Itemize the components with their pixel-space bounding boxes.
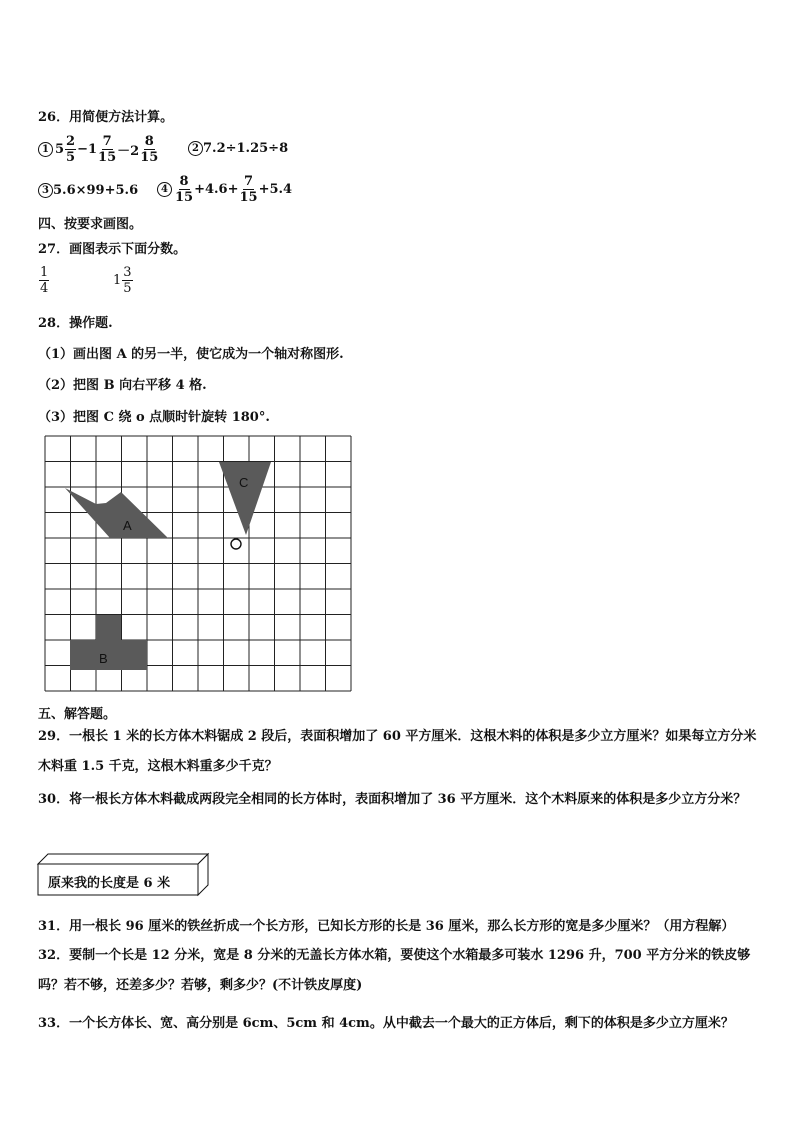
shape-b-label: B bbox=[99, 651, 108, 666]
fraction: $\frac{7}{15}$ bbox=[239, 174, 258, 205]
q28-title: 28．操作题. bbox=[38, 316, 113, 331]
fraction: $\frac{2}{5}$ bbox=[66, 134, 76, 165]
fraction: $\frac{3}{5}$ bbox=[123, 265, 132, 296]
q28-grid-figure bbox=[40, 430, 356, 702]
q27-fraction-a bbox=[38, 265, 50, 296]
q26-expr-2 bbox=[188, 141, 288, 156]
shape-c bbox=[219, 462, 271, 535]
q28-step-3: （3）把图 C 绕 o 点顺时针旋转 180°. bbox=[38, 410, 270, 425]
circled-number: 1 bbox=[38, 142, 53, 157]
section-heading: 四、按要求画图。 bbox=[38, 217, 143, 232]
q29-text: 29．一根长 1 米的长方体木料锯成 2 段后，表面积增加了 60 平方厘米．这根木料的体积是多少立方厘米？如果每立方分米木料重 1.5 千克，这根木料重多少千克？ bbox=[38, 729, 757, 774]
q33-text: 33．一个长方体长、宽、高分别是 6cm、5cm 和 4cm。从中截去一个最大的正方体后，剩下的体积是多少立方厘米？ bbox=[38, 1016, 734, 1031]
circled-number: 4 bbox=[157, 182, 172, 197]
whole-number: 1 bbox=[113, 273, 122, 288]
fraction: $\frac{7}{15}$ bbox=[98, 134, 117, 165]
q31-text: 31．用一根长 96 厘米的铁丝折成一个长方形，已知长方形的长是 36 厘米，那么长方形的宽是多少厘米？（用方程解） bbox=[38, 919, 735, 934]
fraction: $\frac{1}{4}$ bbox=[40, 265, 49, 296]
q27-fraction-b bbox=[113, 265, 134, 296]
operator: +5.4 bbox=[258, 182, 293, 197]
q28-step-2: （2）把图 B 向右平移 4 格. bbox=[38, 378, 207, 393]
whole-number: 5 bbox=[55, 142, 65, 157]
shape-a-label: A bbox=[123, 518, 132, 533]
q26-expr-3 bbox=[38, 183, 138, 198]
operator: +4.6+ bbox=[194, 182, 239, 197]
expression-text: 7.2÷1.25÷8 bbox=[203, 141, 289, 156]
q27-title: 27．画图表示下面分数。 bbox=[38, 242, 187, 257]
shape-b bbox=[70, 615, 147, 670]
q30-text: 30．将一根长方体木料截成两段完全相同的长方体时，表面积增加了 36 平方厘米．这个木料原来的体积是多少立方分米？ bbox=[38, 792, 747, 807]
section-heading: 五、解答题。 bbox=[38, 707, 117, 722]
circled-number: 3 bbox=[38, 183, 53, 198]
q26-title: 26．用简便方法计算。 bbox=[38, 110, 174, 125]
q26-expr-1 bbox=[38, 134, 159, 165]
box-label: 原来我的长度是 6 米 bbox=[48, 876, 171, 891]
shape-c-label: C bbox=[239, 475, 249, 490]
rotation-point-o bbox=[231, 539, 241, 549]
fraction: $\frac{8}{15}$ bbox=[175, 174, 194, 205]
circled-number: 2 bbox=[188, 141, 203, 156]
q28-step-1: （1）画出图 A 的另一半，使它成为一个轴对称图形. bbox=[38, 347, 344, 362]
fraction: $\frac{8}{15}$ bbox=[140, 134, 159, 165]
operator: −1 bbox=[77, 142, 98, 157]
operator: －2 bbox=[117, 144, 140, 159]
expression-text: 5.6×99+5.6 bbox=[53, 183, 139, 198]
q32-text: 32．要制一个长是 12 分米，宽是 8 分米的无盖长方体水箱，要使这个水箱最多可装水 1296 升，700 平方分米的铁皮够吗？若不够，还差多少？若够，剩多少？(不计铁皮厚度) bbox=[38, 948, 751, 993]
q26-expr-4 bbox=[157, 174, 292, 205]
